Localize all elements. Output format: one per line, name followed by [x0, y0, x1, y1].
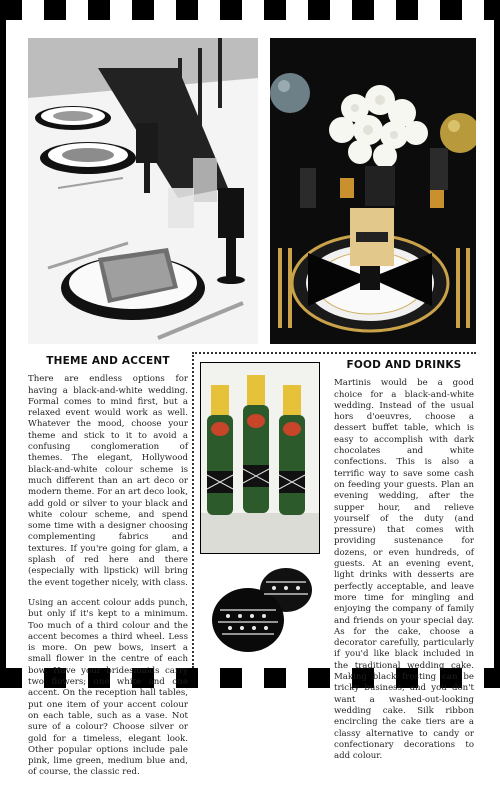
theme-and-accent-section — [28, 356, 188, 788]
lace-cookies-photo — [208, 560, 316, 660]
section-divider — [192, 352, 476, 354]
body-paragraph: There are endless options for having a black-and-white wedding. Formal comes to mind first, but a relaxed event would work as well. Whatever the mood, choose your theme and stick to it to avoid a confusing conglomeration of themes. The elegant, Hollywood black-and-white colour scheme is much different than an art deco or modern theme. For an art deco look, add gold or silver to your black and white colour scheme, and spend some time with a designer choosing complementing fabrics and textures. If you're going for glam, a splash of red here and there (especially with lipstick) will bring the event together nicely, with class. — [28, 374, 188, 588]
section-heading: FOOD AND DRINKS — [346, 359, 462, 371]
column-divider — [192, 352, 194, 668]
place-setting-photo — [270, 38, 476, 344]
champagne-bottles-photo — [200, 362, 320, 554]
border-right — [494, 20, 500, 668]
body-paragraph: Martinis would be a good choice for a black-and-white wedding. Instead of the usual hors d'oeuvres, choose a dessert buffet table, which is easy to accomplish with dark chocolates and white confections. This is also a terrific way to save some cash on feeding your guests. Plan an evening wedding, after the supper hour, and relieve yourself of the duty (and pressure) that comes with providing sustenance for dozens, or even hundreds, of guests. At an evening event, light drinks with desserts are perfectly acceptable, and leave more time for mingling and enjoying the company of family and friends on your special day. As for the cake, choose a decorator carefully, particularly if you'd like black included in the traditional wedding cake. Making black frosting can be tricky business, and you don't want a washed-out-looking wedding cake. Silk ribbon encircling the cake tiers are a classy alternative to candy or confectionary decorations to add colour. — [334, 378, 474, 762]
border-left — [0, 20, 6, 668]
section-heading: THEME AND ACCENT — [46, 355, 170, 367]
checkered-border-top — [0, 0, 500, 20]
table-setting-photo — [28, 38, 258, 344]
food-and-drinks-section — [334, 360, 474, 771]
body-paragraph: Using an accent colour adds punch, but only if it's kept to a minimum. Too much of a third colour and the accent becomes a third wheel. Less is more. On pew bows, insert a small flower in the centre of each bow. Have your bridesmaids carry two flowers; one white and one accent. On the reception hall tables, put one item of your accent colour on each table, such as a vase. Not sure of a colour? Choose silver or gold for a timeless, elegant look. Other popular options include pale pink, lime green, medium blue and, of course, the classic red. — [28, 597, 188, 778]
